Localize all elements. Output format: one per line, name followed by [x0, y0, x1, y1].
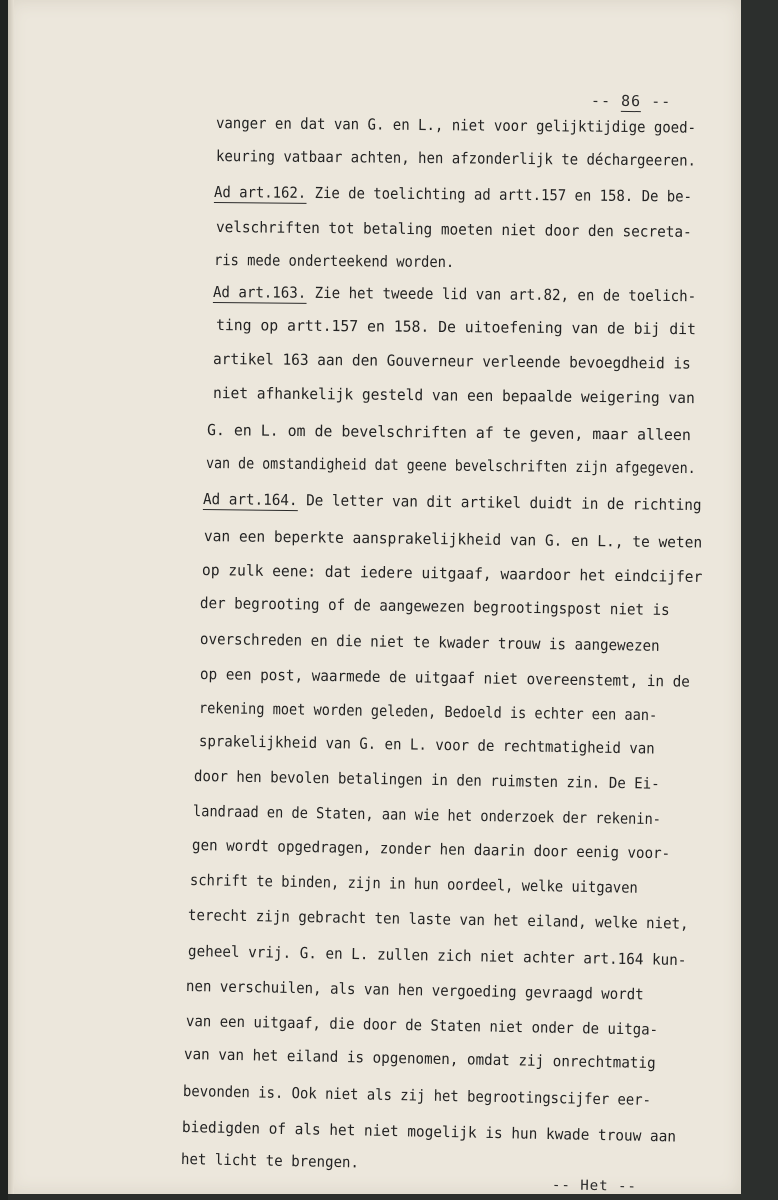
scan-left-edge [0, 0, 8, 1200]
text-line-content: velschriften tot betaling moeten niet door den secreta- [215, 218, 692, 241]
text-line-content: vanger en dat van G. en L., niet voor gelijktijdige goed- [215, 114, 697, 137]
text-line-content: keuring vatbaar achten, hen afzonderlijk te déchargeeren. [215, 147, 697, 170]
text-line-content: biedigden of als het niet mogelijk is hun kwade trouw aan [181, 1118, 677, 1146]
text-line-content: het licht te brengen. [180, 1150, 360, 1172]
text-line-content: terecht zijn gebracht ten laste van het eiland, welke niet, [187, 906, 689, 933]
page-number-value: 86 [620, 91, 642, 111]
article-heading: Ad art.164. [202, 490, 298, 510]
text-line-content: Zie het tweede lid van art.82, en de toelich- [306, 283, 697, 306]
text-line-content: van van het eiland is opgenomen, omdat zij onrechtmatig [183, 1045, 656, 1073]
text-line [214, 183, 692, 206]
text-line-content: landraad en de Staten, aan wie het onderzoek der rekenin- [192, 802, 662, 829]
text-line-content: ris mede onderteekend worden. [213, 251, 455, 272]
text-line-content: sprakelijkheid van G. en L. voor de rechtmatigheid van [198, 732, 655, 758]
text-line-content: ting op artt.157 en 158. De uitoefening van de bij dit [215, 316, 697, 339]
text-line-content: artikel 163 aan den Gouverneur verleende bevoegdheid is [212, 350, 691, 373]
text-line-content: nen verschuilen, als van hen vergoeding gevraagd wordt [185, 977, 644, 1004]
page-binding-edge [8, 0, 14, 1194]
text-line-content: door hen bevolen betalingen in den ruimsten zin. De Ei- [193, 767, 660, 793]
text-line-content: der begrooting of de aangewezen begrootingspost niet is [199, 594, 670, 619]
article-heading: Ad art.163. [212, 283, 307, 302]
scan-right-edge [741, 0, 778, 1200]
text-line-content: G. en L. om de bevelschriften af te geven, maar alleen [206, 421, 691, 445]
catchword: -- Het -- [551, 1177, 638, 1195]
text-line [214, 251, 454, 271]
text-line-content: Zie de toelichting ad artt.157 en 158. De be- [306, 183, 693, 206]
text-line-content: van een beperkte aansprakelijkheid van G. en L., te weten [203, 527, 703, 552]
page-number: -- 86 -- [590, 91, 672, 111]
text-line [213, 283, 696, 305]
text-line-content: overschreden en die niet te kwader trouw is aangewezen [199, 630, 660, 655]
text-line-content: gen wordt opgedragen, zonder hen daarin door eenig voor- [191, 836, 671, 863]
text-line-content: geheel vrij. G. en L. zullen zich niet achter art.164 kun- [187, 942, 687, 970]
article-heading: Ad art.162. [213, 183, 307, 202]
text-line-content: bevonden is. Ook niet als zij het begrootingscijfer eer- [182, 1082, 652, 1109]
text-line-content: op zulk eene: dat iedere uitgaaf, waardoor het eindcijfer [201, 561, 703, 586]
text-line-content: van de omstandigheid dat geene bevelschriften zijn afgegeven. [205, 454, 696, 478]
text-line-content: van een uitgaaf, die door de Staten niet onder de uitga- [185, 1012, 659, 1039]
text-line-content: niet afhankelijk gesteld van een bepaalde weigering van [212, 384, 695, 408]
text-line-content: De letter van dit artikel duidt in de richting [297, 491, 702, 515]
text-line-content: op een post, waarmede de uitgaaf niet overeenstemt, in de [199, 665, 691, 691]
catchword-value: Het [580, 1177, 609, 1195]
text-line [181, 1150, 359, 1171]
text-line-content: rekening moet worden geleden, Bedoeld is echter een aan- [198, 699, 658, 725]
text-line-content: schrift te binden, zijn in hun oordeel, welke uitgaven [189, 871, 638, 897]
